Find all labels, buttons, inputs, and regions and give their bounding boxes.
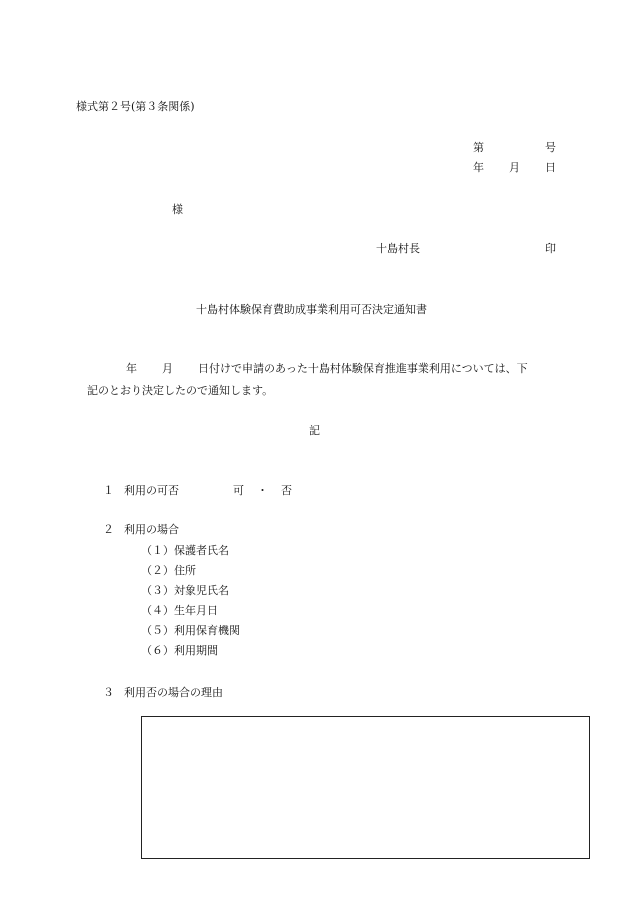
- section1-separator: ・: [257, 484, 268, 497]
- section3-label: 利用否の場合の理由: [124, 686, 223, 699]
- section2-item-birthdate: （４）生年月日: [141, 604, 218, 617]
- body-line2: 記のとおり決定したので通知します。: [87, 384, 274, 397]
- addressee-suffix: 様: [172, 203, 183, 216]
- section2-item-period: （６）利用期間: [141, 644, 218, 657]
- section1-yes: 可: [233, 484, 244, 497]
- section2-item-address: （２）住所: [141, 564, 196, 577]
- section3-number: ３: [103, 686, 114, 699]
- body-month: 月: [162, 362, 173, 375]
- section2-number: ２: [103, 523, 114, 536]
- date-year: 年: [473, 161, 484, 174]
- document-title: 十島村体験保育費助成事業利用可否決定通知書: [196, 303, 427, 316]
- body-line1: 日付けで申請のあった十島村体験保育推進事業利用については、下: [198, 362, 528, 375]
- ki-heading: 記: [309, 424, 320, 437]
- date-month: 月: [509, 161, 520, 174]
- section2-item-facility: （５）利用保育機関: [141, 624, 240, 637]
- reason-box: [141, 716, 590, 859]
- section1-number: １: [103, 484, 114, 497]
- issuer-seal: 印: [545, 242, 556, 255]
- section1-no: 否: [281, 484, 292, 497]
- issuer-title: 十島村長: [376, 242, 420, 255]
- section1-label: 利用の可否: [124, 484, 179, 497]
- body-year: 年: [126, 362, 137, 375]
- number-prefix: 第: [473, 141, 484, 154]
- form-id: 様式第２号(第３条関係): [76, 100, 195, 113]
- number-suffix: 号: [545, 141, 556, 154]
- section2-item-child-name: （３）対象児氏名: [141, 584, 229, 597]
- section2-label: 利用の場合: [124, 523, 179, 536]
- section2-item-guardian-name: （１）保護者氏名: [141, 544, 229, 557]
- date-day: 日: [545, 161, 556, 174]
